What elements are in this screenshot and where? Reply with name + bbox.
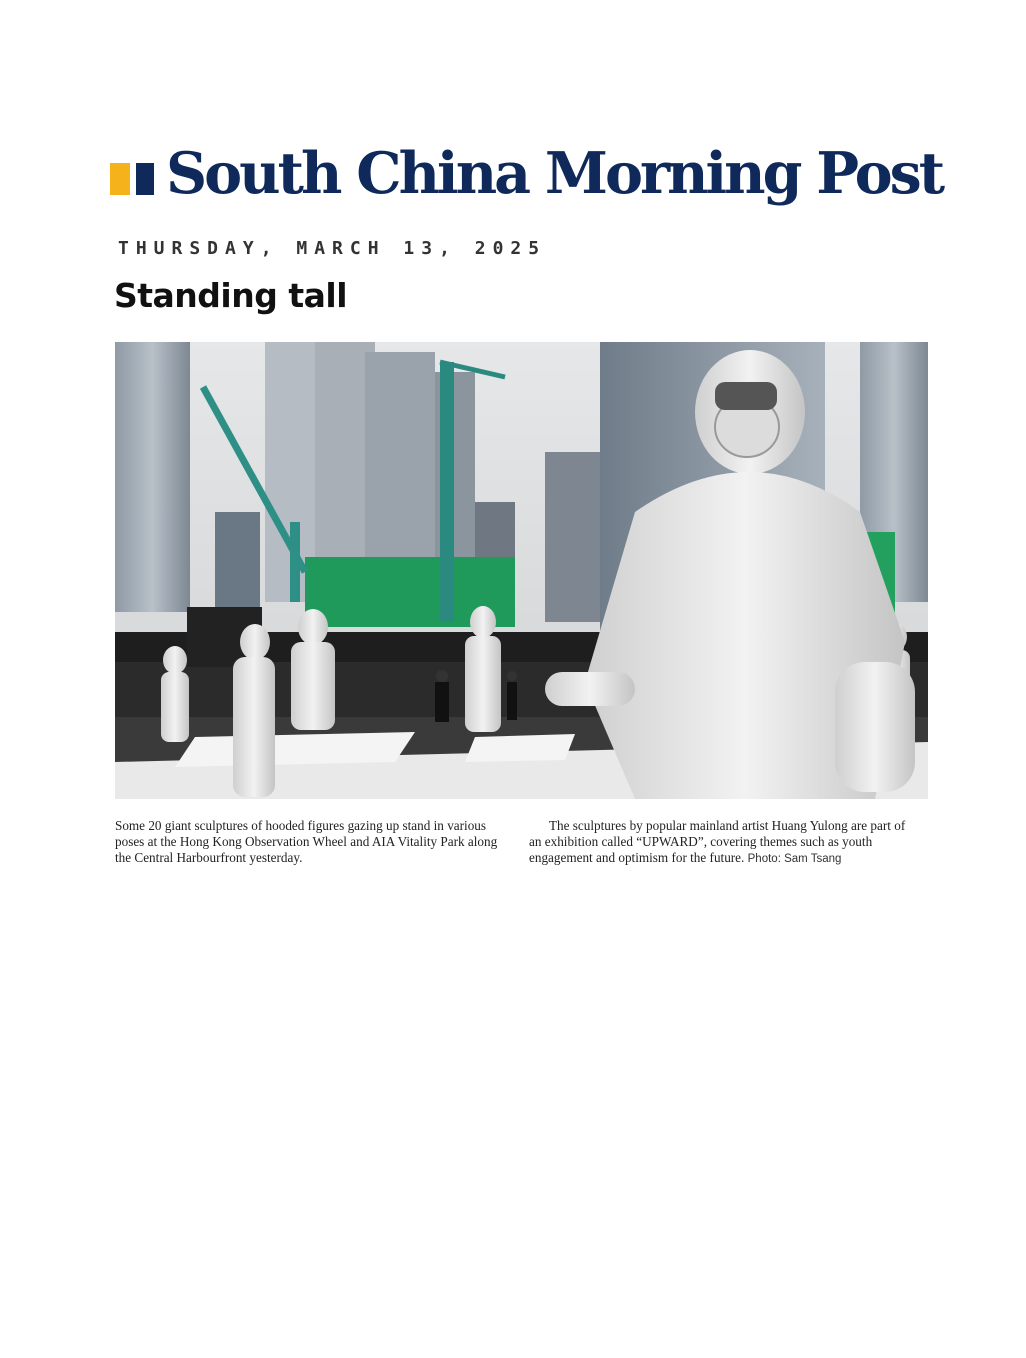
- masthead-title: South China Morning Post: [166, 139, 943, 207]
- photo-illustration: [115, 342, 928, 799]
- caption-left: Some 20 giant sculptures of hooded figures gazing up stand in various poses at the Hong Kong Observation Wheel and AIA Vitality Park along the Central Harbourfront yesterday.: [115, 818, 498, 865]
- headline: Standing tall: [114, 276, 348, 315]
- dateline: THURSDAY, MARCH 13, 2025: [118, 238, 547, 259]
- logo-navy-block: [136, 163, 154, 195]
- caption-right-text: The sculptures by popular mainland artist Huang Yulong are part of an exhibition called “UPWARD”, covering themes such as youth engagement and optimism for the future.: [529, 818, 906, 865]
- caption-block: [115, 818, 915, 867]
- masthead: [110, 138, 942, 208]
- photo-credit: Photo: Sam Tsang: [747, 853, 842, 865]
- news-photo: [115, 342, 928, 799]
- logo-yellow-block: [110, 163, 130, 195]
- caption-right: [529, 818, 915, 867]
